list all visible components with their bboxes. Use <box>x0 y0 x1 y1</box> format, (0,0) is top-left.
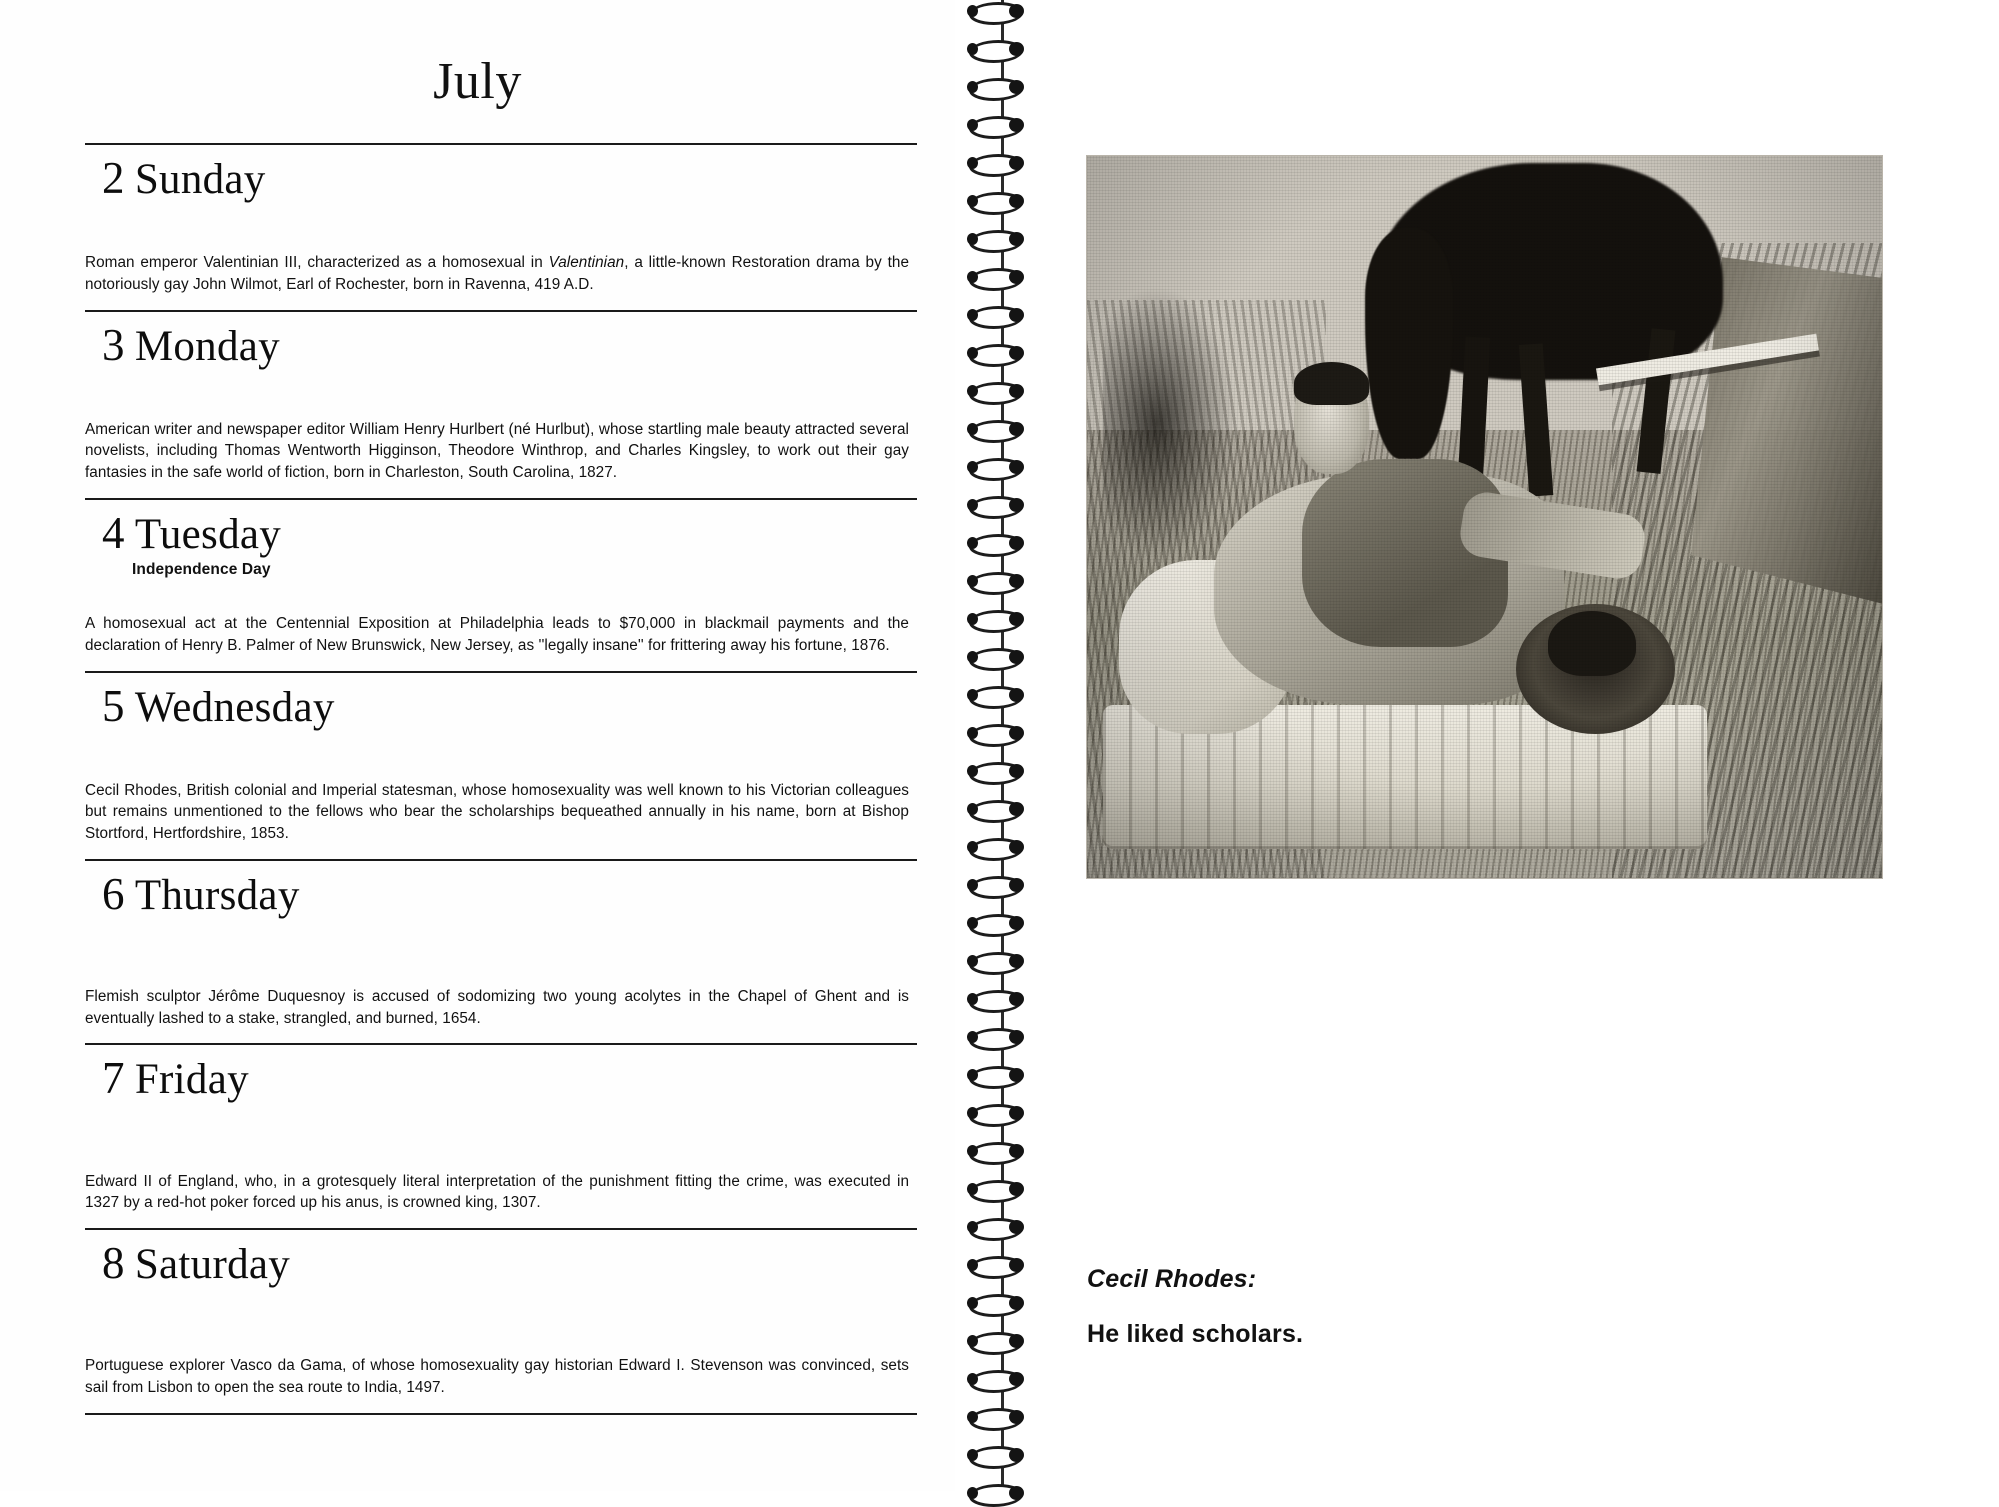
binding-ring-icon <box>969 306 1031 326</box>
binding-ring-knob <box>967 689 978 701</box>
binding-ring-knob <box>967 537 978 549</box>
spacer <box>85 204 917 252</box>
binding-ring-knob <box>1009 232 1024 246</box>
spacer <box>85 1399 917 1413</box>
day-weekday: Thursday <box>134 871 300 919</box>
day-block-tuesday <box>85 498 917 671</box>
binding-ring-knob <box>967 385 978 397</box>
day-entry-text: Edward II of England, who, in a grotesquely literal interpretation of the punishment fitting the crime, was executed in 1327 by a red-hot poker forced up his anus, is crowned king, 1307. <box>85 1172 909 1212</box>
binding-ring-icon <box>969 116 1031 136</box>
binding-ring-icon <box>969 1218 1031 1238</box>
binding-ring-knob <box>967 195 978 207</box>
binding-ring-knob <box>967 1487 978 1499</box>
day-number: 7 <box>102 1053 125 1104</box>
day-number: 2 <box>102 153 125 203</box>
day-entry-text: Cecil Rhodes, British colonial and Imperial statesman, whose homosexuality was well known to his Victorian colleagues but remains unmentioned to the fellows who bear the scholarships bequeathed annually in his name, born at Bishop Stortford, Hertfordshire, 1853. <box>85 781 909 843</box>
binding-ring-knob <box>1009 1144 1024 1158</box>
photo-caption <box>1087 1265 1687 1349</box>
binding-ring-knob <box>967 119 978 131</box>
binding-ring-icon <box>969 1104 1031 1124</box>
binding-ring-knob <box>967 157 978 169</box>
binding-ring-icon <box>969 1294 1031 1314</box>
binding-ring-knob <box>1009 1068 1024 1082</box>
day-number: 8 <box>102 1238 125 1288</box>
binding-ring-icon <box>969 192 1031 212</box>
day-entries-list <box>85 143 917 1415</box>
day-entry-text: American writer and newspaper editor William Henry Hurlbert (né Hurlbut), whose startling male beauty attracted several novelists, including Thomas Wentworth Higginson, Theodore Winthrop, and Charles Kingsley, to work out their gay fantasies in the safe world of fiction, born in Charleston, South Carolina, 1827. <box>85 420 909 482</box>
day-number: 4 <box>102 507 125 558</box>
binding-ring-knob <box>967 1145 978 1157</box>
day-weekday: Saturday <box>134 1241 291 1288</box>
day-block-saturday <box>85 1228 917 1415</box>
day-weekday: Monday <box>134 322 280 370</box>
day-block-wednesday <box>85 671 917 859</box>
holiday-note: Independence Day <box>132 561 271 579</box>
binding-ring-icon <box>969 230 1031 250</box>
binding-ring-knob <box>967 1069 978 1081</box>
binding-ring-knob <box>967 1221 978 1233</box>
day-block-monday <box>85 310 917 498</box>
binding-ring-knob <box>967 803 978 815</box>
binding-ring-knob <box>1009 498 1024 512</box>
binding-ring-knob <box>1009 1030 1024 1044</box>
binding-ring-knob <box>967 765 978 777</box>
binding-ring-knob <box>967 1259 978 1271</box>
day-weekday: Friday <box>134 1056 249 1104</box>
binding-ring-icon <box>969 534 1031 554</box>
spacer <box>85 1029 917 1043</box>
binding-ring-icon <box>969 762 1031 782</box>
binding-ring-icon <box>969 382 1031 402</box>
binding-ring-icon <box>969 686 1031 706</box>
binding-ring-knob <box>1009 650 1024 664</box>
day-block-thursday <box>85 859 917 1044</box>
binding-ring-knob <box>1009 270 1024 284</box>
spacer <box>85 920 917 986</box>
binding-ring-knob <box>967 1297 978 1309</box>
binding-ring-knob <box>1009 1106 1024 1120</box>
binding-ring-icon <box>969 78 1031 98</box>
binding-ring-knob <box>967 233 978 245</box>
day-entry-text: Flemish sculptor Jérôme Duquesnoy is accused of sodomizing two young acolytes in the Chapel of Ghent and is eventually lashed to a stake, strangled, and burned, 1654. <box>85 987 909 1027</box>
binding-ring-knob <box>1009 764 1024 778</box>
binding-ring-knob <box>967 309 978 321</box>
binding-ring-icon <box>969 876 1031 896</box>
binding-ring-knob <box>967 461 978 473</box>
day-block-friday <box>85 1043 917 1228</box>
spacer <box>85 732 917 780</box>
day-weekday: Sunday <box>134 156 266 203</box>
binding-ring-icon <box>969 610 1031 630</box>
day-block-sunday <box>85 143 917 310</box>
binding-ring-knob <box>1009 536 1024 550</box>
binding-ring-icon <box>969 1256 1031 1276</box>
binding-ring-icon <box>969 40 1031 60</box>
binding-ring-knob <box>1009 688 1024 702</box>
binding-ring-icon <box>969 344 1031 364</box>
binding-ring-knob <box>967 423 978 435</box>
binding-ring-knob <box>1009 346 1024 360</box>
day-entry-text: Portuguese explorer Vasco da Gama, of whose homosexuality gay historian Edward I. Stevenson was convinced, sets sail from Lisbon to open the sea route to India, 1497. <box>85 1357 909 1396</box>
binding-ring-knob <box>967 1373 978 1385</box>
spacer <box>85 1214 917 1228</box>
binding-ring-knob <box>967 81 978 93</box>
binding-ring-icon <box>969 724 1031 744</box>
binding-ring-knob <box>1009 916 1024 930</box>
binding-ring-knob <box>1009 1334 1024 1348</box>
binding-ring-icon <box>969 154 1031 174</box>
binding-ring-icon <box>969 1332 1031 1352</box>
binding-ring-knob <box>1009 42 1024 56</box>
binding-ring-icon <box>969 2 1031 22</box>
spacer <box>85 845 917 859</box>
spacer <box>85 1105 917 1171</box>
day-number: 3 <box>102 319 125 370</box>
day-weekday: Wednesday <box>134 683 335 731</box>
binding-ring-icon <box>969 914 1031 934</box>
binding-ring-icon <box>969 420 1031 440</box>
spacer <box>85 1289 917 1355</box>
binding-ring-knob <box>967 917 978 929</box>
binding-ring-icon <box>969 496 1031 516</box>
day-heading <box>85 673 917 732</box>
binding-ring-knob <box>967 613 978 625</box>
binding-ring-knob <box>1009 460 1024 474</box>
binding-ring-knob <box>1009 1372 1024 1386</box>
binding-ring-icon <box>969 800 1031 820</box>
day-weekday: Tuesday <box>134 510 282 558</box>
binding-ring-knob <box>1009 878 1024 892</box>
binding-ring-knob <box>1009 308 1024 322</box>
binding-ring-icon <box>969 990 1031 1010</box>
spacer <box>85 296 917 310</box>
binding-ring-icon <box>969 572 1031 592</box>
binding-ring-knob <box>967 651 978 663</box>
calendar-left-page <box>0 0 955 1491</box>
binding-ring-knob <box>967 841 978 853</box>
day-heading <box>85 145 917 204</box>
day-entry-text: A homosexual act at the Centennial Exposition at Philadelphia leads to $70,000 in blackmail payments and the declaration of Henry B. Palmer of New Brunswick, New Jersey, as ''legally insane'' for frittering away his fortune, 1876. <box>85 615 909 654</box>
binding-ring-icon <box>969 838 1031 858</box>
binding-ring-knob <box>1009 422 1024 436</box>
binding-ring-knob <box>967 347 978 359</box>
binding-ring-knob <box>967 43 978 55</box>
binding-ring-knob <box>967 1183 978 1195</box>
binding-ring-knob <box>1009 1258 1024 1272</box>
binding-ring-knob <box>967 1031 978 1043</box>
day-entry-text: Roman emperor Valentinian III, characterized as a homosexual in Valentinian, a little-known Restoration drama by the notoriously gay John Wilmot, Earl of Rochester, born in Ravenna, 419 A.D. <box>85 254 910 293</box>
binding-ring-knob <box>967 271 978 283</box>
binding-ring-knob <box>1009 1448 1024 1462</box>
binding-ring-knob <box>1009 156 1024 170</box>
binding-ring-icon <box>969 458 1031 478</box>
day-heading <box>85 1230 917 1289</box>
page-title: July <box>433 53 522 110</box>
binding-ring-knob <box>967 727 978 739</box>
photo-vignette <box>1087 156 1882 878</box>
spacer <box>85 657 917 671</box>
binding-ring-knob <box>1009 1410 1024 1424</box>
binding-ring-knob <box>967 5 978 17</box>
cecil-rhodes-photograph <box>1086 155 1883 879</box>
day-heading <box>85 312 917 371</box>
binding-ring-knob <box>967 499 978 511</box>
binding-ring-icon <box>969 648 1031 668</box>
binding-ring-knob <box>1009 384 1024 398</box>
divider <box>85 1413 917 1415</box>
binding-ring-knob <box>1009 1486 1024 1500</box>
day-heading <box>85 500 917 559</box>
binding-ring-knob <box>967 1449 978 1461</box>
binding-ring-knob <box>967 575 978 587</box>
binding-ring-icon <box>969 1408 1031 1428</box>
binding-ring-icon <box>969 1066 1031 1086</box>
binding-ring-icon <box>969 1180 1031 1200</box>
day-number: 5 <box>102 680 125 731</box>
binding-ring-knob <box>1009 574 1024 588</box>
binding-ring-knob <box>967 879 978 891</box>
spiral-binding-icon <box>955 0 1075 1491</box>
spacer <box>85 484 917 498</box>
spacer <box>85 371 917 419</box>
binding-ring-knob <box>1009 80 1024 94</box>
caption-text: He liked scholars. <box>1087 1320 1304 1348</box>
binding-ring-knob <box>967 993 978 1005</box>
binding-ring-knob <box>967 1335 978 1347</box>
binding-ring-knob <box>1009 118 1024 132</box>
binding-ring-knob <box>967 1107 978 1119</box>
day-number: 6 <box>102 868 125 919</box>
binding-ring-knob <box>1009 802 1024 816</box>
binding-ring-icon <box>969 1484 1031 1504</box>
binding-ring-knob <box>1009 1182 1024 1196</box>
binding-ring-knob <box>1009 840 1024 854</box>
binding-ring-knob <box>1009 612 1024 626</box>
day-heading <box>85 861 917 920</box>
binding-ring-knob <box>967 955 978 967</box>
binding-ring-knob <box>1009 1220 1024 1234</box>
binding-ring-icon <box>969 1370 1031 1390</box>
binding-ring-icon <box>969 1142 1031 1162</box>
binding-ring-knob <box>967 1411 978 1423</box>
caption-subject-name: Cecil Rhodes: <box>1087 1265 1257 1293</box>
binding-ring-knob <box>1009 4 1024 18</box>
day-heading <box>85 1045 917 1104</box>
spacer <box>85 579 917 613</box>
binding-ring-knob <box>1009 992 1024 1006</box>
binding-ring-knob <box>1009 954 1024 968</box>
binding-ring-knob <box>1009 1296 1024 1310</box>
binding-ring-icon <box>969 1446 1031 1466</box>
binding-ring-icon <box>969 1028 1031 1048</box>
photo-right-page <box>1075 0 1999 1491</box>
binding-ring-knob <box>1009 726 1024 740</box>
binding-ring-knob <box>1009 194 1024 208</box>
binding-ring-icon <box>969 268 1031 288</box>
binding-ring-icon <box>969 952 1031 972</box>
